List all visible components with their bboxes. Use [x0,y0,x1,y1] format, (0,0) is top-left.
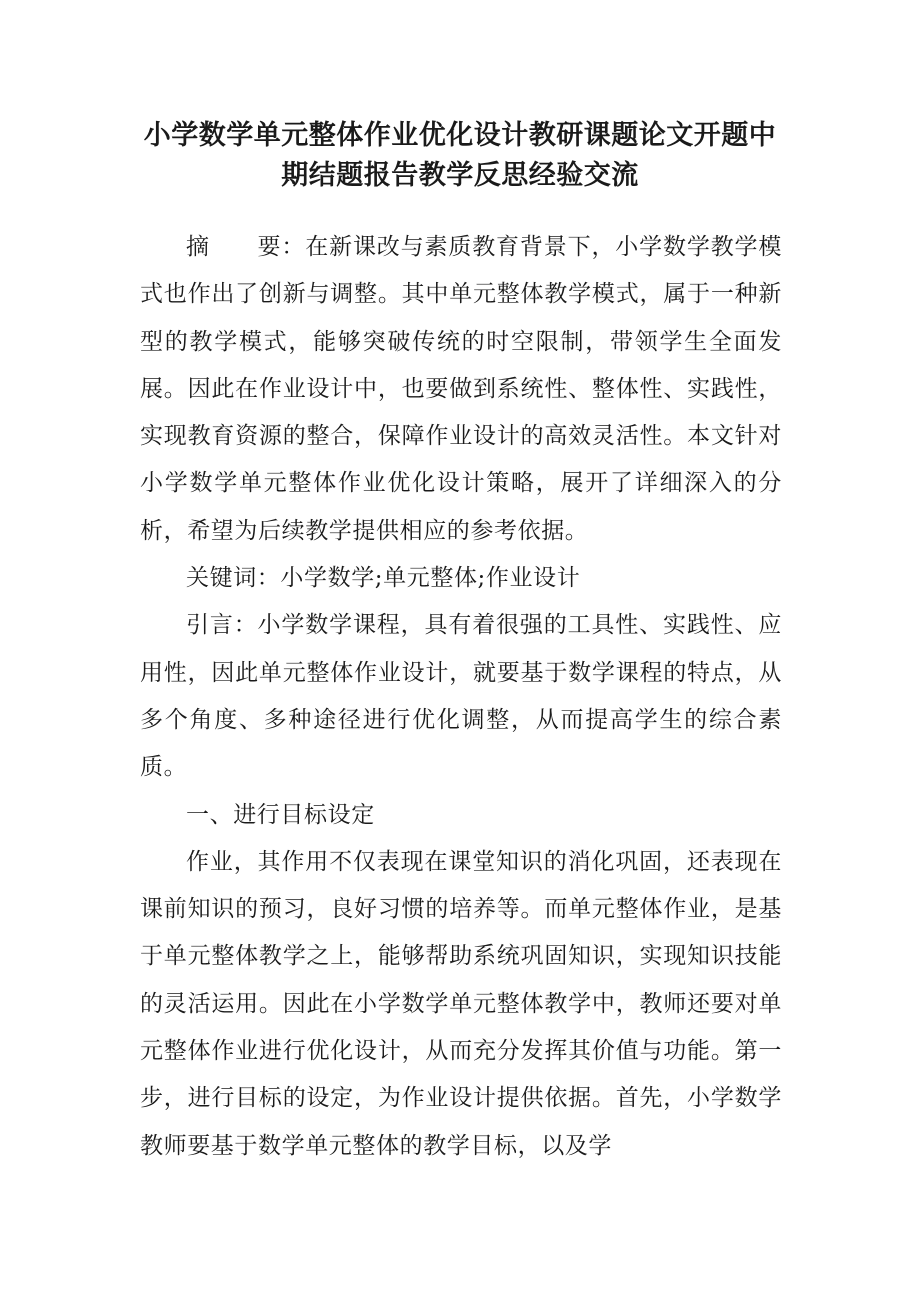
document-body [140,224,782,1170]
body-paragraph: 作业，其作用不仅表现在课堂知识的消化巩固，还表现在课前知识的预习，良好习惯的培养等。而单元整体作业，是基于单元整体教学之上，能够帮助系统巩固知识，实现知识技能的灵活运用。因此在小学数学单元整体教学中，教师还要对单元整体作业进行优化设计，从而充分发挥其价值与功能。第一步，进行目标的设定，为作业设计提供依据。首先，小学数学教师要基于数学单元整体的教学目标，以及学 [140,848,782,1159]
document-title [120,116,800,196]
keywords-paragraph: 关键词：小学数学;单元整体;作业设计 [186,565,581,592]
title-line-2: 期结题报告教学反思经验交流 [281,160,639,191]
title-line-1: 小学数学单元整体作业优化设计教研课题论文开题中 [143,120,777,151]
introduction-paragraph: 引言：小学数学课程，具有着很强的工具性、实践性、应用性，因此单元整体作业设计，就要基于数学课程的特点，从多个角度、多种途径进行优化调整，从而提高学生的综合素质。 [140,612,782,781]
section-heading: 一、进行目标设定 [186,801,375,828]
abstract-paragraph: 摘 要：在新课改与素质教育背景下，小学数学教学模式也作出了创新与调整。其中单元整体教学模式，属于一种新型的教学模式，能够突破传统的时空限制，带领学生全面发展。因此在作业设计中，也要做到系统性、整体性、实践性，实现教育资源的整合，保障作业设计的高效灵活性。本文针对小学数学单元整体作业优化设计策略，展开了详细深入的分析，希望为后续教学提供相应的参考依据。 [140,234,782,544]
